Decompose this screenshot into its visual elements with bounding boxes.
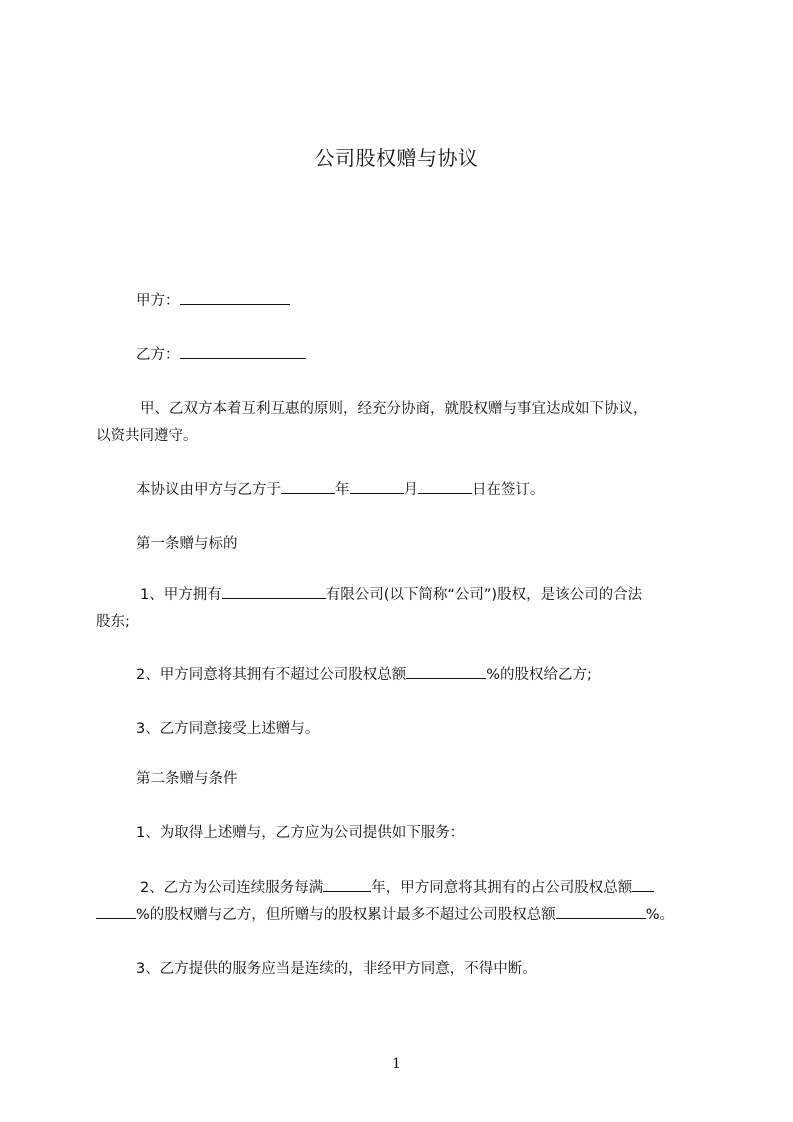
article-2-item-2-line-2-mid: %的股权赠与乙方，但所赠与的股权累计最多不超过公司股权总额 [136,907,556,923]
preamble-line-1: 甲、乙双方本着互利互惠的原则，经充分协商，就股权赠与事宜达成如下协议， [140,401,648,417]
signing-prefix: 本协议由甲方与乙方于 [136,482,281,498]
signing-year-blank[interactable] [281,479,335,494]
party-b-label: 乙方： [136,347,180,363]
signing-date-line [136,479,545,501]
article-1-item-3: 3、乙方同意接受上述赠与。 [136,721,320,737]
party-b-blank[interactable] [180,344,306,359]
article-1-item-2-prefix: 2、甲方同意将其拥有不超过公司股权总额 [136,667,407,683]
page-number: 1 [392,1056,401,1072]
article-1-item-1-line-2: 股东; [96,614,130,630]
article-2-item-2-line-1 [140,877,654,899]
company-name-blank[interactable] [222,584,326,599]
article-1-heading: 第一条赠与标的 [136,536,238,552]
service-years-blank[interactable] [323,877,371,892]
article-1-item-1-suffix: 有限公司(以下简称“公司”)股权，是该公司的合法 [325,587,643,603]
signing-day-label: 日在签订。 [472,482,545,498]
party-a-blank[interactable] [180,290,290,305]
article-1-item-1-line-1 [140,584,642,606]
party-b-line [136,344,306,366]
gift-percent-blank-part-2[interactable] [96,904,136,919]
article-2-item-1: 1、为取得上述赠与，乙方应为公司提供如下服务： [136,825,465,841]
article-1-item-2-suffix: %的股权给乙方; [486,667,592,683]
max-percent-blank[interactable] [556,904,646,919]
article-1-item-1-prefix: 1、甲方拥有 [140,587,222,603]
signing-year-label: 年 [335,482,350,498]
share-percent-blank[interactable] [406,664,486,679]
signing-month-label: 月 [403,482,418,498]
document-title: 公司股权赠与协议 [314,146,479,170]
article-2-item-2-line-2 [96,904,674,926]
preamble-line-2: 以资共同遵守。 [96,428,198,444]
signing-day-blank[interactable] [418,479,472,494]
article-2-item-2-prefix: 2、乙方为公司连续服务每满 [140,880,324,896]
article-2-item-2-line-2-suffix: %。 [645,907,675,923]
article-2-item-2-mid: 年，甲方同意将其拥有的占公司股权总额 [371,880,633,896]
party-a-label: 甲方： [136,293,180,309]
article-2-heading: 第二条赠与条件 [136,771,238,787]
party-a-line [136,290,290,312]
article-1-item-2 [136,664,592,686]
article-2-item-3: 3、乙方提供的服务应当是连续的，非经甲方同意，不得中断。 [136,961,537,977]
signing-month-blank[interactable] [350,479,404,494]
gift-percent-blank-part-1[interactable] [632,877,654,892]
